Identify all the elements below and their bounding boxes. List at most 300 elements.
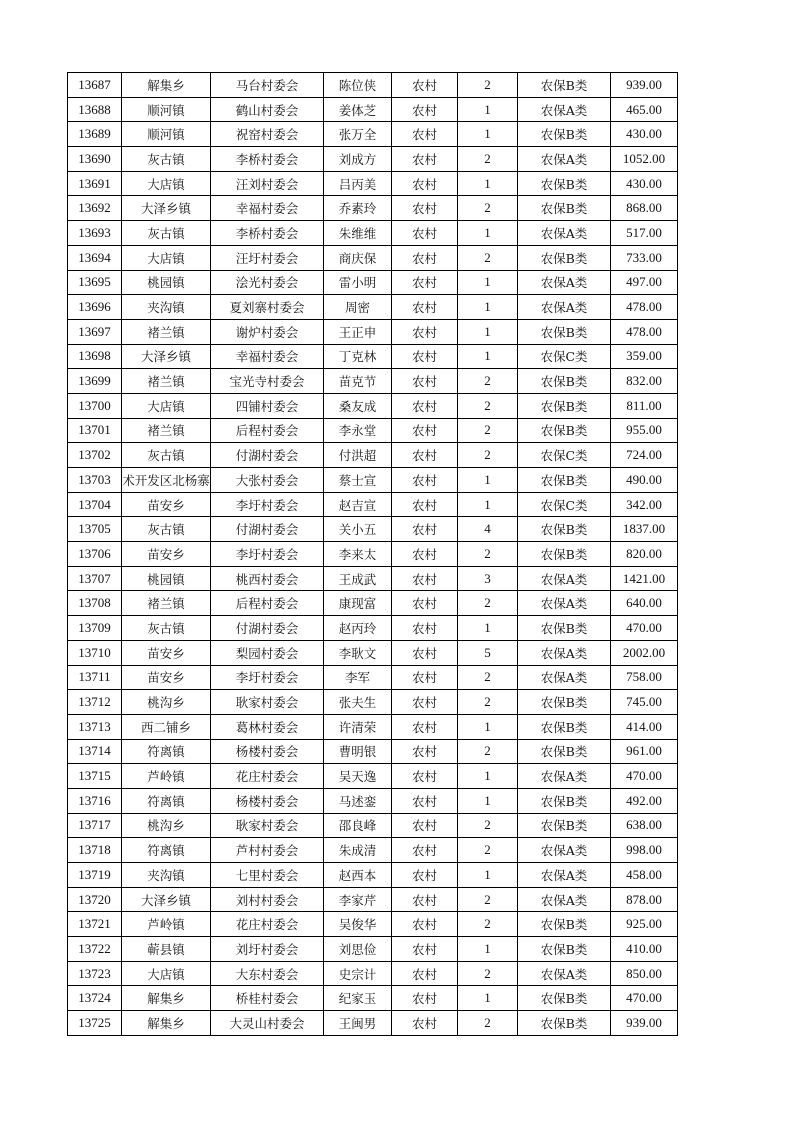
member-count-cell: 1 [458, 171, 518, 196]
person-name-cell: 李家芹 [324, 887, 392, 912]
household-type-cell: 农村 [392, 122, 458, 147]
person-name-cell: 王闽男 [324, 1011, 392, 1036]
record-id-cell: 13724 [68, 986, 122, 1011]
amount-cell: 414.00 [611, 714, 678, 739]
record-id-cell: 13711 [68, 665, 122, 690]
household-type-cell: 农村 [392, 393, 458, 418]
table-row [68, 147, 678, 172]
amount-cell: 490.00 [611, 468, 678, 493]
town-cell: 褚兰镇 [122, 418, 211, 443]
household-type-cell: 农村 [392, 665, 458, 690]
person-name-cell: 纪家玉 [324, 986, 392, 1011]
person-name-cell: 许清荣 [324, 714, 392, 739]
amount-cell: 638.00 [611, 813, 678, 838]
record-id-cell: 13720 [68, 887, 122, 912]
household-type-cell: 农村 [392, 764, 458, 789]
insurance-category-cell: 农保B类 [518, 196, 611, 221]
household-type-cell: 农村 [392, 344, 458, 369]
amount-cell: 724.00 [611, 443, 678, 468]
table-row [68, 937, 678, 962]
amount-cell: 925.00 [611, 912, 678, 937]
record-id-cell: 13715 [68, 764, 122, 789]
insurance-category-cell: 农保B类 [518, 418, 611, 443]
table-row [68, 393, 678, 418]
amount-cell: 868.00 [611, 196, 678, 221]
table-row [68, 492, 678, 517]
household-type-cell: 农村 [392, 468, 458, 493]
town-cell: 夹沟镇 [122, 295, 211, 320]
household-type-cell: 农村 [392, 73, 458, 98]
record-id-cell: 13696 [68, 295, 122, 320]
table-row [68, 542, 678, 567]
table-row [68, 640, 678, 665]
village-committee-cell: 鹤山村委会 [211, 97, 324, 122]
village-committee-cell: 葛林村委会 [211, 714, 324, 739]
person-name-cell: 蔡士宣 [324, 468, 392, 493]
person-name-cell: 桑友成 [324, 393, 392, 418]
insurance-category-cell: 农保B类 [518, 690, 611, 715]
person-name-cell: 李耿文 [324, 640, 392, 665]
household-type-cell: 农村 [392, 986, 458, 1011]
amount-cell: 820.00 [611, 542, 678, 567]
record-id-cell: 13701 [68, 418, 122, 443]
member-count-cell: 2 [458, 245, 518, 270]
insurance-category-cell: 农保B类 [518, 319, 611, 344]
table-row [68, 73, 678, 98]
insurance-category-cell: 农保A类 [518, 863, 611, 888]
record-id-cell: 13695 [68, 270, 122, 295]
person-name-cell: 李军 [324, 665, 392, 690]
record-id-cell: 13703 [68, 468, 122, 493]
village-committee-cell: 李桥村委会 [211, 147, 324, 172]
member-count-cell: 2 [458, 196, 518, 221]
person-name-cell: 王成武 [324, 566, 392, 591]
amount-cell: 470.00 [611, 616, 678, 641]
person-name-cell: 商庆保 [324, 245, 392, 270]
amount-cell: 458.00 [611, 863, 678, 888]
insurance-category-cell: 农保B类 [518, 171, 611, 196]
amount-cell: 470.00 [611, 986, 678, 1011]
village-committee-cell: 幸福村委会 [211, 196, 324, 221]
village-committee-cell: 杨楼村委会 [211, 739, 324, 764]
table-row [68, 764, 678, 789]
member-count-cell: 1 [458, 295, 518, 320]
town-cell: 大泽乡镇 [122, 196, 211, 221]
household-type-cell: 农村 [392, 369, 458, 394]
town-cell: 解集乡 [122, 986, 211, 1011]
record-id-cell: 13687 [68, 73, 122, 98]
record-id-cell: 13690 [68, 147, 122, 172]
member-count-cell: 2 [458, 887, 518, 912]
table-row [68, 714, 678, 739]
table-row [68, 245, 678, 270]
insurance-category-cell: 农保B类 [518, 937, 611, 962]
insurance-category-cell: 农保C类 [518, 443, 611, 468]
household-type-cell: 农村 [392, 739, 458, 764]
member-count-cell: 2 [458, 961, 518, 986]
insurance-category-cell: 农保A类 [518, 887, 611, 912]
amount-cell: 640.00 [611, 591, 678, 616]
household-type-cell: 农村 [392, 171, 458, 196]
member-count-cell: 1 [458, 221, 518, 246]
village-committee-cell: 花庄村委会 [211, 912, 324, 937]
person-name-cell: 曹明银 [324, 739, 392, 764]
record-id-cell: 13688 [68, 97, 122, 122]
amount-cell: 430.00 [611, 171, 678, 196]
record-id-cell: 13704 [68, 492, 122, 517]
insurance-category-cell: 农保B类 [518, 813, 611, 838]
person-name-cell: 张夫生 [324, 690, 392, 715]
member-count-cell: 5 [458, 640, 518, 665]
record-id-cell: 13707 [68, 566, 122, 591]
amount-cell: 478.00 [611, 295, 678, 320]
household-type-cell: 农村 [392, 517, 458, 542]
village-committee-cell: 耿家村委会 [211, 813, 324, 838]
insurance-category-cell: 农保B类 [518, 788, 611, 813]
table-row [68, 690, 678, 715]
record-id-cell: 13712 [68, 690, 122, 715]
record-id-cell: 13714 [68, 739, 122, 764]
household-type-cell: 农村 [392, 714, 458, 739]
record-id-cell: 13710 [68, 640, 122, 665]
insurance-category-cell: 农保B类 [518, 1011, 611, 1036]
household-type-cell: 农村 [392, 196, 458, 221]
record-id-cell: 13725 [68, 1011, 122, 1036]
insurance-category-cell: 农保B类 [518, 616, 611, 641]
records-table [67, 72, 678, 1036]
person-name-cell: 付洪超 [324, 443, 392, 468]
person-name-cell: 朱成清 [324, 838, 392, 863]
insurance-category-cell: 农保C类 [518, 492, 611, 517]
town-cell: 灰古镇 [122, 147, 211, 172]
person-name-cell: 吴俊华 [324, 912, 392, 937]
insurance-category-cell: 农保B类 [518, 714, 611, 739]
person-name-cell: 张万全 [324, 122, 392, 147]
amount-cell: 470.00 [611, 764, 678, 789]
town-cell: 褚兰镇 [122, 319, 211, 344]
household-type-cell: 农村 [392, 418, 458, 443]
household-type-cell: 农村 [392, 788, 458, 813]
town-cell: 灰古镇 [122, 616, 211, 641]
town-cell: 大泽乡镇 [122, 344, 211, 369]
town-cell: 大泽乡镇 [122, 887, 211, 912]
town-cell: 解集乡 [122, 73, 211, 98]
person-name-cell: 周密 [324, 295, 392, 320]
village-committee-cell: 桥桂村委会 [211, 986, 324, 1011]
person-name-cell: 陈位侠 [324, 73, 392, 98]
household-type-cell: 农村 [392, 863, 458, 888]
table-row [68, 665, 678, 690]
insurance-category-cell: 农保C类 [518, 344, 611, 369]
amount-cell: 497.00 [611, 270, 678, 295]
record-id-cell: 13697 [68, 319, 122, 344]
town-cell: 灰古镇 [122, 443, 211, 468]
household-type-cell: 农村 [392, 690, 458, 715]
member-count-cell: 1 [458, 714, 518, 739]
table-row [68, 443, 678, 468]
person-name-cell: 丁克林 [324, 344, 392, 369]
village-committee-cell: 马台村委会 [211, 73, 324, 98]
village-committee-cell: 幸福村委会 [211, 344, 324, 369]
insurance-category-cell: 农保B类 [518, 739, 611, 764]
village-committee-cell: 刘村村委会 [211, 887, 324, 912]
town-cell: 蕲县镇 [122, 937, 211, 962]
table-row [68, 344, 678, 369]
village-committee-cell: 李桥村委会 [211, 221, 324, 246]
town-cell: 桃沟乡 [122, 813, 211, 838]
member-count-cell: 1 [458, 937, 518, 962]
town-cell: 西二铺乡 [122, 714, 211, 739]
village-committee-cell: 梨园村委会 [211, 640, 324, 665]
table-row [68, 468, 678, 493]
amount-cell: 1421.00 [611, 566, 678, 591]
town-cell: 桃园镇 [122, 566, 211, 591]
member-count-cell: 2 [458, 690, 518, 715]
person-name-cell: 朱维维 [324, 221, 392, 246]
village-committee-cell: 浍光村委会 [211, 270, 324, 295]
table-row [68, 517, 678, 542]
member-count-cell: 1 [458, 270, 518, 295]
person-name-cell: 姜体芝 [324, 97, 392, 122]
village-committee-cell: 四铺村委会 [211, 393, 324, 418]
record-id-cell: 13722 [68, 937, 122, 962]
amount-cell: 359.00 [611, 344, 678, 369]
insurance-category-cell: 农保B类 [518, 73, 611, 98]
insurance-category-cell: 农保A类 [518, 838, 611, 863]
village-committee-cell: 刘圩村委会 [211, 937, 324, 962]
household-type-cell: 农村 [392, 566, 458, 591]
insurance-category-cell: 农保B类 [518, 542, 611, 567]
amount-cell: 733.00 [611, 245, 678, 270]
household-type-cell: 农村 [392, 591, 458, 616]
table-row [68, 97, 678, 122]
village-committee-cell: 大张村委会 [211, 468, 324, 493]
household-type-cell: 农村 [392, 492, 458, 517]
village-committee-cell: 大灵山村委会 [211, 1011, 324, 1036]
household-type-cell: 农村 [392, 97, 458, 122]
table-row [68, 616, 678, 641]
record-id-cell: 13702 [68, 443, 122, 468]
insurance-category-cell: 农保A类 [518, 640, 611, 665]
town-cell: 苗安乡 [122, 542, 211, 567]
member-count-cell: 2 [458, 739, 518, 764]
person-name-cell: 赵吉宣 [324, 492, 392, 517]
household-type-cell: 农村 [392, 1011, 458, 1036]
table-row [68, 221, 678, 246]
insurance-category-cell: 农保A类 [518, 961, 611, 986]
village-committee-cell: 汪圩村委会 [211, 245, 324, 270]
household-type-cell: 农村 [392, 813, 458, 838]
town-cell: 符离镇 [122, 788, 211, 813]
table-row [68, 122, 678, 147]
insurance-category-cell: 农保B类 [518, 986, 611, 1011]
table-row [68, 369, 678, 394]
amount-cell: 939.00 [611, 1011, 678, 1036]
household-type-cell: 农村 [392, 887, 458, 912]
household-type-cell: 农村 [392, 270, 458, 295]
amount-cell: 492.00 [611, 788, 678, 813]
amount-cell: 1052.00 [611, 147, 678, 172]
record-id-cell: 13691 [68, 171, 122, 196]
household-type-cell: 农村 [392, 245, 458, 270]
person-name-cell: 邵良峰 [324, 813, 392, 838]
record-id-cell: 13708 [68, 591, 122, 616]
amount-cell: 811.00 [611, 393, 678, 418]
member-count-cell: 2 [458, 443, 518, 468]
village-committee-cell: 夏刘寨村委会 [211, 295, 324, 320]
person-name-cell: 关小五 [324, 517, 392, 542]
amount-cell: 961.00 [611, 739, 678, 764]
household-type-cell: 农村 [392, 616, 458, 641]
record-id-cell: 13698 [68, 344, 122, 369]
household-type-cell: 农村 [392, 443, 458, 468]
table-row [68, 961, 678, 986]
table-row [68, 418, 678, 443]
person-name-cell: 苗克节 [324, 369, 392, 394]
member-count-cell: 1 [458, 344, 518, 369]
record-id-cell: 13713 [68, 714, 122, 739]
record-id-cell: 13699 [68, 369, 122, 394]
record-id-cell: 13689 [68, 122, 122, 147]
member-count-cell: 1 [458, 468, 518, 493]
town-cell: 芦岭镇 [122, 764, 211, 789]
member-count-cell: 2 [458, 418, 518, 443]
village-committee-cell: 芦村村委会 [211, 838, 324, 863]
amount-cell: 745.00 [611, 690, 678, 715]
village-committee-cell: 李圩村委会 [211, 665, 324, 690]
member-count-cell: 1 [458, 122, 518, 147]
record-id-cell: 13700 [68, 393, 122, 418]
household-type-cell: 农村 [392, 147, 458, 172]
record-id-cell: 13718 [68, 838, 122, 863]
town-cell: 灰古镇 [122, 221, 211, 246]
person-name-cell: 吴天逸 [324, 764, 392, 789]
table-row [68, 863, 678, 888]
table-row [68, 171, 678, 196]
record-id-cell: 13723 [68, 961, 122, 986]
member-count-cell: 2 [458, 393, 518, 418]
town-cell: 顺河镇 [122, 122, 211, 147]
amount-cell: 758.00 [611, 665, 678, 690]
household-type-cell: 农村 [392, 912, 458, 937]
village-committee-cell: 后程村委会 [211, 418, 324, 443]
insurance-category-cell: 农保B类 [518, 245, 611, 270]
person-name-cell: 乔素玲 [324, 196, 392, 221]
table-row [68, 739, 678, 764]
amount-cell: 430.00 [611, 122, 678, 147]
person-name-cell: 康现富 [324, 591, 392, 616]
town-cell: 苗安乡 [122, 640, 211, 665]
member-count-cell: 1 [458, 616, 518, 641]
insurance-category-cell: 农保A类 [518, 270, 611, 295]
town-cell: 灰古镇 [122, 517, 211, 542]
insurance-category-cell: 农保A类 [518, 147, 611, 172]
member-count-cell: 2 [458, 542, 518, 567]
table-row [68, 788, 678, 813]
member-count-cell: 2 [458, 1011, 518, 1036]
member-count-cell: 2 [458, 73, 518, 98]
table-row [68, 838, 678, 863]
town-cell: 大店镇 [122, 393, 211, 418]
person-name-cell: 刘成方 [324, 147, 392, 172]
member-count-cell: 3 [458, 566, 518, 591]
table-row [68, 319, 678, 344]
table-row [68, 591, 678, 616]
table-row [68, 986, 678, 1011]
member-count-cell: 2 [458, 838, 518, 863]
village-committee-cell: 耿家村委会 [211, 690, 324, 715]
table-row [68, 912, 678, 937]
insurance-category-cell: 农保B类 [518, 912, 611, 937]
member-count-cell: 1 [458, 97, 518, 122]
town-cell: 大店镇 [122, 245, 211, 270]
insurance-category-cell: 农保B类 [518, 517, 611, 542]
household-type-cell: 农村 [392, 319, 458, 344]
person-name-cell: 李永堂 [324, 418, 392, 443]
town-cell: 顺河镇 [122, 97, 211, 122]
town-cell: 芦岭镇 [122, 912, 211, 937]
person-name-cell: 史宗计 [324, 961, 392, 986]
amount-cell: 465.00 [611, 97, 678, 122]
record-id-cell: 13717 [68, 813, 122, 838]
amount-cell: 1837.00 [611, 517, 678, 542]
village-committee-cell: 李圩村委会 [211, 542, 324, 567]
village-committee-cell: 祝窑村委会 [211, 122, 324, 147]
member-count-cell: 2 [458, 665, 518, 690]
member-count-cell: 2 [458, 813, 518, 838]
town-cell: 符离镇 [122, 739, 211, 764]
member-count-cell: 2 [458, 591, 518, 616]
insurance-category-cell: 农保A类 [518, 295, 611, 320]
record-id-cell: 13705 [68, 517, 122, 542]
record-id-cell: 13716 [68, 788, 122, 813]
insurance-category-cell: 农保A类 [518, 591, 611, 616]
table-row [68, 887, 678, 912]
member-count-cell: 1 [458, 986, 518, 1011]
member-count-cell: 1 [458, 492, 518, 517]
town-cell: 褚兰镇 [122, 369, 211, 394]
village-committee-cell: 桃西村委会 [211, 566, 324, 591]
person-name-cell: 吕丙美 [324, 171, 392, 196]
town-cell: 符离镇 [122, 838, 211, 863]
table-row [68, 1011, 678, 1036]
insurance-category-cell: 农保A类 [518, 764, 611, 789]
record-id-cell: 13706 [68, 542, 122, 567]
town-cell: 大店镇 [122, 961, 211, 986]
amount-cell: 478.00 [611, 319, 678, 344]
person-name-cell: 刘思俭 [324, 937, 392, 962]
table-row [68, 813, 678, 838]
insurance-category-cell: 农保B类 [518, 369, 611, 394]
member-count-cell: 4 [458, 517, 518, 542]
insurance-category-cell: 农保A类 [518, 221, 611, 246]
amount-cell: 832.00 [611, 369, 678, 394]
village-committee-cell: 七里村委会 [211, 863, 324, 888]
village-committee-cell: 宝光寺村委会 [211, 369, 324, 394]
household-type-cell: 农村 [392, 640, 458, 665]
person-name-cell: 马述銮 [324, 788, 392, 813]
insurance-category-cell: 农保A类 [518, 566, 611, 591]
village-committee-cell: 付湖村委会 [211, 517, 324, 542]
village-committee-cell: 杨楼村委会 [211, 788, 324, 813]
village-committee-cell: 后程村委会 [211, 591, 324, 616]
amount-cell: 410.00 [611, 937, 678, 962]
town-cell: 桃园镇 [122, 270, 211, 295]
village-committee-cell: 付湖村委会 [211, 616, 324, 641]
table-row [68, 196, 678, 221]
amount-cell: 850.00 [611, 961, 678, 986]
person-name-cell: 李来太 [324, 542, 392, 567]
